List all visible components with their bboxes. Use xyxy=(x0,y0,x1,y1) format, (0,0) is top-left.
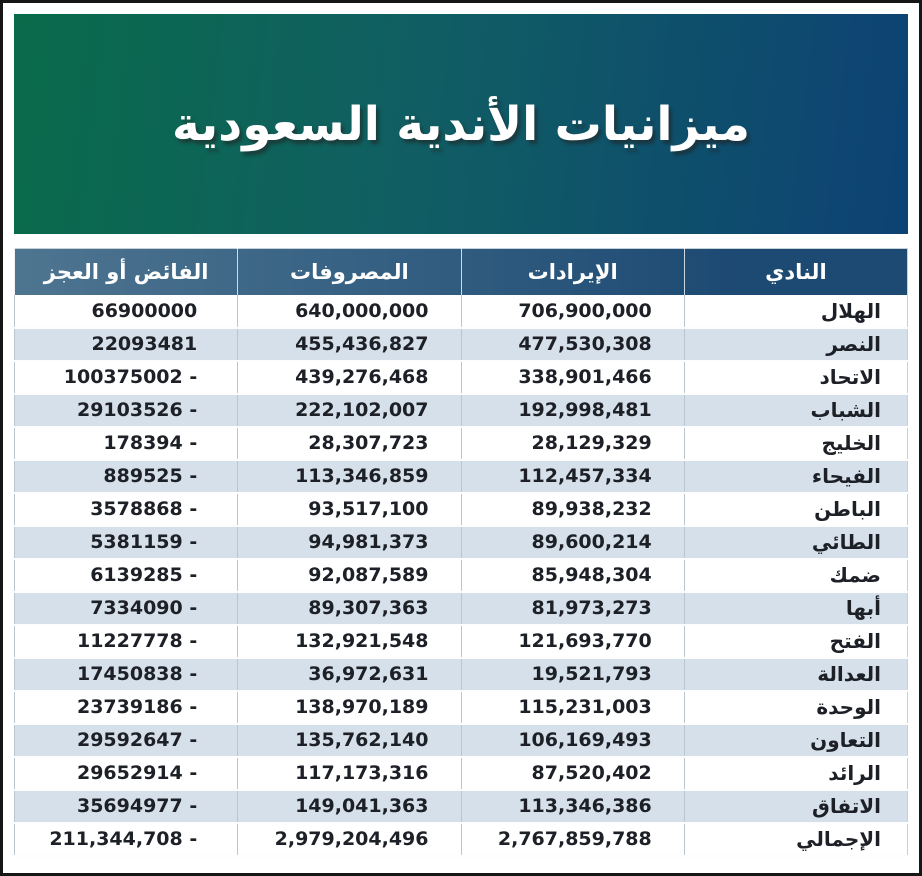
table-row xyxy=(15,526,908,559)
table-row xyxy=(15,625,908,658)
surplus-value: 66900000 xyxy=(15,295,238,328)
club-name: الباطن xyxy=(684,493,907,526)
header-revenues: الإيرادات xyxy=(461,249,684,295)
expenses-value: 640,000,000 xyxy=(238,295,461,328)
revenues-value: 106,169,493 xyxy=(461,724,684,757)
revenues-value: 477,530,308 xyxy=(461,328,684,361)
table-row xyxy=(15,592,908,625)
revenues-value: 81,973,273 xyxy=(461,592,684,625)
surplus-value: 29592647 - xyxy=(15,724,238,757)
table-body xyxy=(15,295,908,856)
revenues-value: 28,129,329 xyxy=(461,427,684,460)
table-header xyxy=(15,249,908,295)
surplus-value: 22093481 xyxy=(15,328,238,361)
expenses-value: 36,972,631 xyxy=(238,658,461,691)
club-name: أبها xyxy=(684,592,907,625)
budgets-table xyxy=(14,248,908,857)
club-name: التعاون xyxy=(684,724,907,757)
surplus-value: 211,344,708 - xyxy=(15,823,238,856)
expenses-value: 92,087,589 xyxy=(238,559,461,592)
club-name: الخليج xyxy=(684,427,907,460)
surplus-value: 29652914 - xyxy=(15,757,238,790)
table-row-total xyxy=(15,823,908,856)
revenues-value: 192,998,481 xyxy=(461,394,684,427)
revenues-value: 89,600,214 xyxy=(461,526,684,559)
table-row xyxy=(15,394,908,427)
expenses-value: 113,346,859 xyxy=(238,460,461,493)
club-name: الهلال xyxy=(684,295,907,328)
table-row xyxy=(15,658,908,691)
surplus-value: 6139285 - xyxy=(15,559,238,592)
revenues-value: 338,901,466 xyxy=(461,361,684,394)
revenues-value: 113,346,386 xyxy=(461,790,684,823)
expenses-value: 28,307,723 xyxy=(238,427,461,460)
club-name: الاتفاق xyxy=(684,790,907,823)
expenses-value: 89,307,363 xyxy=(238,592,461,625)
surplus-value: 100375002 - xyxy=(15,361,238,394)
revenues-value: 89,938,232 xyxy=(461,493,684,526)
expenses-value: 2,979,204,496 xyxy=(238,823,461,856)
expenses-value: 94,981,373 xyxy=(238,526,461,559)
surplus-value: 178394 - xyxy=(15,427,238,460)
club-name: الإجمالي xyxy=(684,823,907,856)
header-club: النادي xyxy=(684,249,907,295)
club-name: الوحدة xyxy=(684,691,907,724)
surplus-value: 7334090 - xyxy=(15,592,238,625)
surplus-value: 17450838 - xyxy=(15,658,238,691)
revenues-value: 2,767,859,788 xyxy=(461,823,684,856)
revenues-value: 115,231,003 xyxy=(461,691,684,724)
surplus-value: 5381159 - xyxy=(15,526,238,559)
expenses-value: 439,276,468 xyxy=(238,361,461,394)
table-row xyxy=(15,691,908,724)
table-row xyxy=(15,790,908,823)
expenses-value: 132,921,548 xyxy=(238,625,461,658)
table-header-row xyxy=(15,249,908,295)
table-row xyxy=(15,493,908,526)
table-row xyxy=(15,295,908,328)
club-name: الفيحاء xyxy=(684,460,907,493)
revenues-value: 706,900,000 xyxy=(461,295,684,328)
revenues-value: 19,521,793 xyxy=(461,658,684,691)
expenses-value: 117,173,316 xyxy=(238,757,461,790)
expenses-value: 455,436,827 xyxy=(238,328,461,361)
header-surplus: الفائض أو العجز xyxy=(15,249,238,295)
surplus-value: 23739186 - xyxy=(15,691,238,724)
surplus-value: 889525 - xyxy=(15,460,238,493)
table-row xyxy=(15,427,908,460)
table-row xyxy=(15,328,908,361)
expenses-value: 138,970,189 xyxy=(238,691,461,724)
page-title: ميزانيات الأندية السعودية xyxy=(172,96,750,152)
club-name: الشباب xyxy=(684,394,907,427)
surplus-value: 35694977 - xyxy=(15,790,238,823)
club-name: النصر xyxy=(684,328,907,361)
table-row xyxy=(15,724,908,757)
expenses-value: 93,517,100 xyxy=(238,493,461,526)
club-name: الفتح xyxy=(684,625,907,658)
club-name: الطائي xyxy=(684,526,907,559)
header-expenses: المصروفات xyxy=(238,249,461,295)
expenses-value: 149,041,363 xyxy=(238,790,461,823)
revenues-value: 85,948,304 xyxy=(461,559,684,592)
table-row xyxy=(15,361,908,394)
club-name: الاتحاد xyxy=(684,361,907,394)
expenses-value: 222,102,007 xyxy=(238,394,461,427)
expenses-value: 135,762,140 xyxy=(238,724,461,757)
revenues-value: 87,520,402 xyxy=(461,757,684,790)
surplus-value: 29103526 - xyxy=(15,394,238,427)
surplus-value: 11227778 - xyxy=(15,625,238,658)
table-row xyxy=(15,559,908,592)
table-row xyxy=(15,460,908,493)
revenues-value: 121,693,770 xyxy=(461,625,684,658)
table-row xyxy=(15,757,908,790)
revenues-value: 112,457,334 xyxy=(461,460,684,493)
club-name: الرائد xyxy=(684,757,907,790)
club-name: ضمك xyxy=(684,559,907,592)
title-banner xyxy=(14,14,908,234)
club-name: العدالة xyxy=(684,658,907,691)
surplus-value: 3578868 - xyxy=(15,493,238,526)
